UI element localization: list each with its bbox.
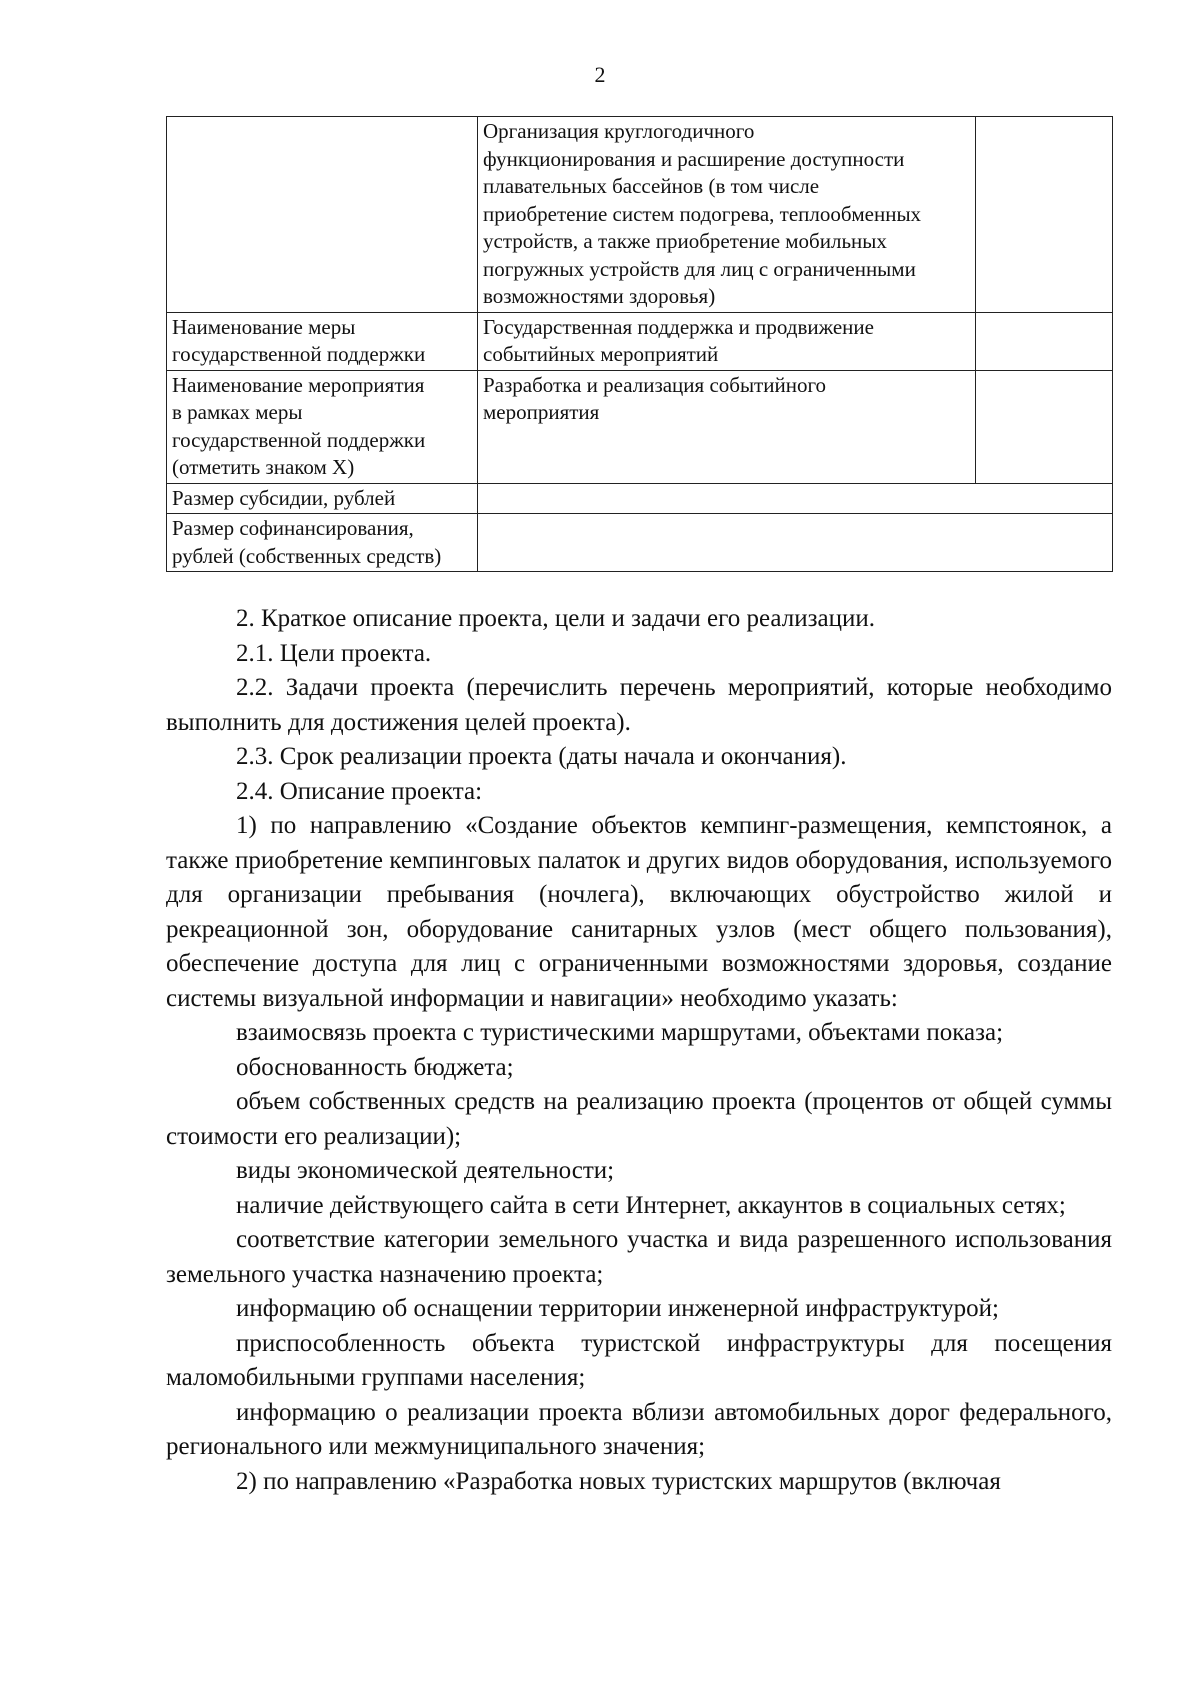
- paragraph: соответствие категории земельного участка и вида разрешенного использования земельного участка назначению проекта;: [166, 1226, 1112, 1288]
- paragraph: 2.3. Срок реализации проекта (даты начала и окончания).: [236, 743, 847, 770]
- paragraph: приспособленность объекта туристской инфраструктуры для посещения маломобильными группами населения;: [166, 1329, 1112, 1391]
- paragraph: 2. Краткое описание проекта, цели и задачи его реализации.: [236, 605, 875, 632]
- table-cell-value: Организация круглогодичного функционирования и расширение доступности плавательных бассейнов (в том числе приобретение систем подогрева, теплообменных устройств, а также приобретение мобильных погружных устройств для лиц с ограниченными возможностями здоровья): [478, 117, 976, 313]
- paragraph: 2.2. Задачи проекта (перечислить перечень мероприятий, которые необходимо выполнить для достижения целей проекта).: [166, 674, 1112, 736]
- paragraph: 2.4. Описание проекта:: [236, 777, 483, 805]
- paragraph: наличие действующего сайта в сети Интернет, аккаунтов в социальных сетях;: [236, 1191, 1066, 1219]
- table-row: [167, 514, 1113, 572]
- table-row: [167, 370, 1113, 483]
- table-cell-label: Размер софинансирования, рублей (собственных средств): [167, 514, 478, 572]
- paragraph: 2) по направлению «Разработка новых туристских маршрутов (включая: [236, 1467, 1001, 1495]
- document-body: [166, 602, 1112, 1499]
- paragraph: взаимосвязь проекта с туристическими маршрутами, объектами показа;: [236, 1019, 1004, 1046]
- paragraph: 1) по направлению «Создание объектов кемпинг-размещения, кемпстоянок, а также приобретение кемпинговых палаток и других видов оборудования, используемого для организации пребывания (ночлега), включающих обустройство жилой и рекреационной зон, оборудование санитарных узлов (мест общего пользования), обеспечение доступа для лиц с ограниченными возможностями здоровья, создание системы визуальной информации и навигации» необходимо указать:: [166, 812, 1112, 1012]
- table-cell-label: [167, 117, 478, 313]
- table-row: [167, 483, 1113, 514]
- paragraph: 2.1. Цели проекта.: [236, 639, 432, 667]
- table-cell-label: Размер субсидии, рублей: [167, 483, 478, 514]
- paragraph: информацию о реализации проекта вблизи автомобильных дорог федерального, регионального или межмуниципального значения;: [166, 1398, 1112, 1460]
- page-number: 2: [594, 62, 606, 87]
- paragraph: информацию об оснащении территории инженерной инфраструктурой;: [236, 1295, 999, 1322]
- table-cell-label: Наименование меры государственной поддержки: [167, 312, 478, 370]
- paragraph: виды экономической деятельности;: [236, 1157, 615, 1184]
- table-cell-mark[interactable]: [976, 312, 1113, 370]
- table-cell-label: Наименование мероприятия в рамках меры государственной поддержки (отметить знаком Х): [167, 370, 478, 483]
- table-cell-mark[interactable]: [976, 370, 1113, 483]
- table-cell-value[interactable]: [478, 483, 1113, 514]
- paragraph: объем собственных средств на реализацию проекта (процентов от общей суммы стоимости его реализации);: [166, 1088, 1112, 1150]
- table-cell-value[interactable]: [478, 514, 1113, 572]
- table-cell-mark[interactable]: [976, 117, 1113, 313]
- support-measures-table: [166, 116, 1113, 572]
- table-cell-value: Разработка и реализация событийного мероприятия: [478, 370, 976, 483]
- table-row: [167, 312, 1113, 370]
- table-row: [167, 117, 1113, 313]
- paragraph: обоснованность бюджета;: [236, 1053, 514, 1081]
- table-cell-value: Государственная поддержка и продвижение событийных мероприятий: [478, 312, 976, 370]
